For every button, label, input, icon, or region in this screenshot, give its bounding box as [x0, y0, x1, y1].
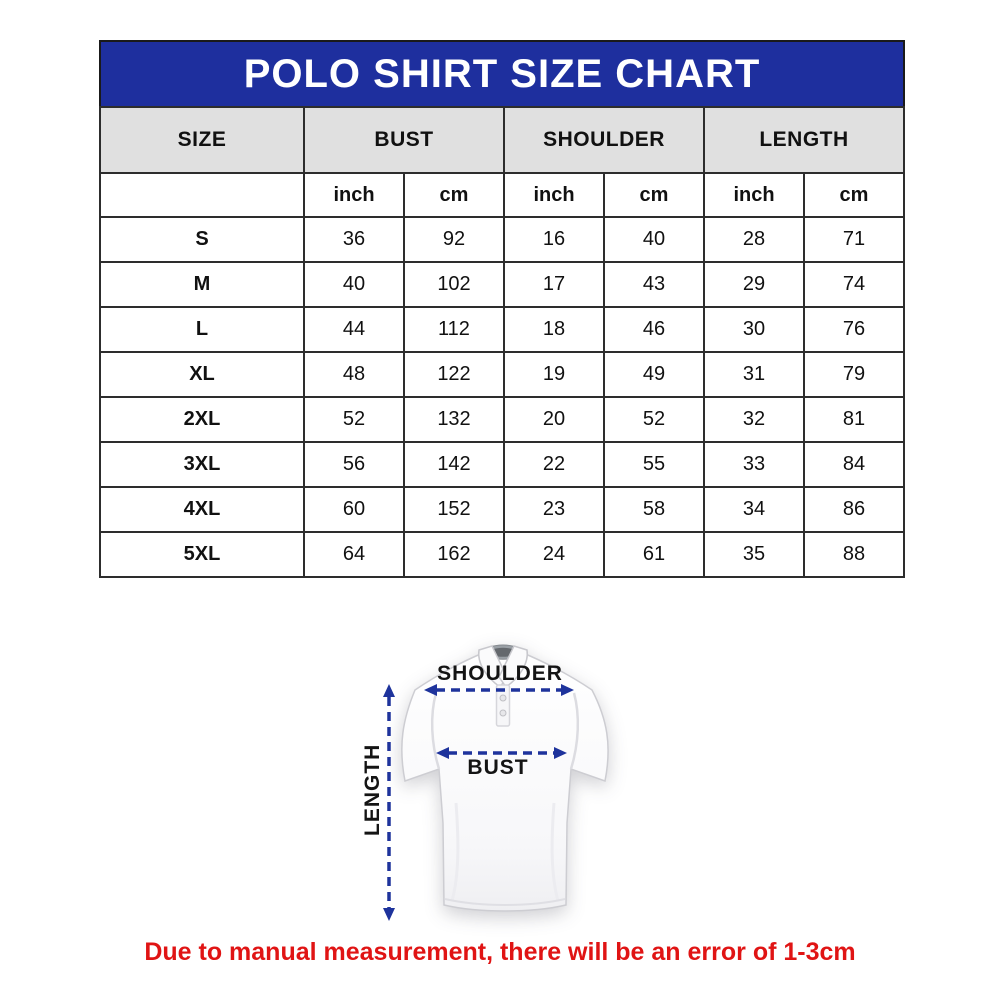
- button: [500, 695, 506, 701]
- measurement-cell: 102: [404, 262, 504, 307]
- measurement-cell: 36: [304, 217, 404, 262]
- table-row: [100, 262, 904, 307]
- table-row: [100, 532, 904, 577]
- measurement-cell: 40: [604, 217, 704, 262]
- measurement-cell: 16: [504, 217, 604, 262]
- unit-header-empty: [100, 173, 304, 217]
- size-label-cell: 2XL: [100, 397, 304, 442]
- measurement-cell: 58: [604, 487, 704, 532]
- length-label: LENGTH: [361, 743, 384, 836]
- size-label-cell: 4XL: [100, 487, 304, 532]
- table-row: [100, 487, 904, 532]
- bust-label: BUST: [467, 756, 529, 779]
- column-header-length: LENGTH: [704, 107, 904, 173]
- measurement-cell: 33: [704, 442, 804, 487]
- measurement-cell: 81: [804, 397, 904, 442]
- size-table-body: [100, 217, 904, 577]
- measurement-cell: 24: [504, 532, 604, 577]
- measurement-cell: 48: [304, 352, 404, 397]
- measurement-cell: 44: [304, 307, 404, 352]
- measurement-cell: 55: [604, 442, 704, 487]
- measurement-cell: 132: [404, 397, 504, 442]
- unit-header: inch: [304, 173, 404, 217]
- measurement-cell: 52: [304, 397, 404, 442]
- size-label-cell: S: [100, 217, 304, 262]
- measurement-cell: 23: [504, 487, 604, 532]
- size-chart-table: [99, 106, 905, 578]
- measurement-cell: 29: [704, 262, 804, 307]
- measurement-cell: 28: [704, 217, 804, 262]
- measurement-cell: 43: [604, 262, 704, 307]
- measurement-cell: 60: [304, 487, 404, 532]
- measurement-cell: 17: [504, 262, 604, 307]
- measurement-cell: 152: [404, 487, 504, 532]
- table-row: [100, 307, 904, 352]
- measurement-cell: 30: [704, 307, 804, 352]
- measurement-cell: 88: [804, 532, 904, 577]
- unit-header: cm: [804, 173, 904, 217]
- table-row: [100, 217, 904, 262]
- size-label-cell: L: [100, 307, 304, 352]
- measurement-disclaimer: Due to manual measurement, there will be an error of 1-3cm: [144, 938, 856, 966]
- measurement-cell: 18: [504, 307, 604, 352]
- measurement-cell: 86: [804, 487, 904, 532]
- table-row: [100, 442, 904, 487]
- measurement-cell: 32: [704, 397, 804, 442]
- table-row: [100, 397, 904, 442]
- measurement-cell: 74: [804, 262, 904, 307]
- column-header-bust: BUST: [304, 107, 504, 173]
- measurement-cell: 20: [504, 397, 604, 442]
- measurement-cell: 162: [404, 532, 504, 577]
- unit-header: cm: [604, 173, 704, 217]
- measurement-cell: 76: [804, 307, 904, 352]
- column-header-row: [100, 107, 904, 173]
- measurement-cell: 84: [804, 442, 904, 487]
- measurement-cell: 31: [704, 352, 804, 397]
- measurement-cell: 35: [704, 532, 804, 577]
- unit-header: inch: [504, 173, 604, 217]
- measurement-cell: 22: [504, 442, 604, 487]
- page-title: POLO SHIRT SIZE CHART: [243, 51, 761, 96]
- measurement-cell: 64: [304, 532, 404, 577]
- title-banner: [99, 40, 905, 106]
- measurement-cell: 112: [404, 307, 504, 352]
- unit-header: cm: [404, 173, 504, 217]
- measurement-cell: 52: [604, 397, 704, 442]
- measurement-cell: 122: [404, 352, 504, 397]
- measurement-cell: 142: [404, 442, 504, 487]
- size-chart-block: [99, 40, 905, 578]
- measurement-cell: 40: [304, 262, 404, 307]
- unit-header-row: [100, 173, 904, 217]
- measurement-cell: 71: [804, 217, 904, 262]
- unit-header: inch: [704, 173, 804, 217]
- measurement-cell: 46: [604, 307, 704, 352]
- column-header-size: SIZE: [100, 107, 304, 173]
- size-label-cell: M: [100, 262, 304, 307]
- measurement-cell: 79: [804, 352, 904, 397]
- size-label-cell: 3XL: [100, 442, 304, 487]
- measurement-cell: 19: [504, 352, 604, 397]
- table-row: [100, 352, 904, 397]
- measurement-cell: 61: [604, 532, 704, 577]
- measurement-cell: 49: [604, 352, 704, 397]
- button: [500, 710, 506, 716]
- size-label-cell: 5XL: [100, 532, 304, 577]
- measurement-cell: 92: [404, 217, 504, 262]
- measurement-cell: 34: [704, 487, 804, 532]
- column-header-shoulder: SHOULDER: [504, 107, 704, 173]
- size-label-cell: XL: [100, 352, 304, 397]
- shoulder-label: SHOULDER: [437, 662, 563, 685]
- measurement-cell: 56: [304, 442, 404, 487]
